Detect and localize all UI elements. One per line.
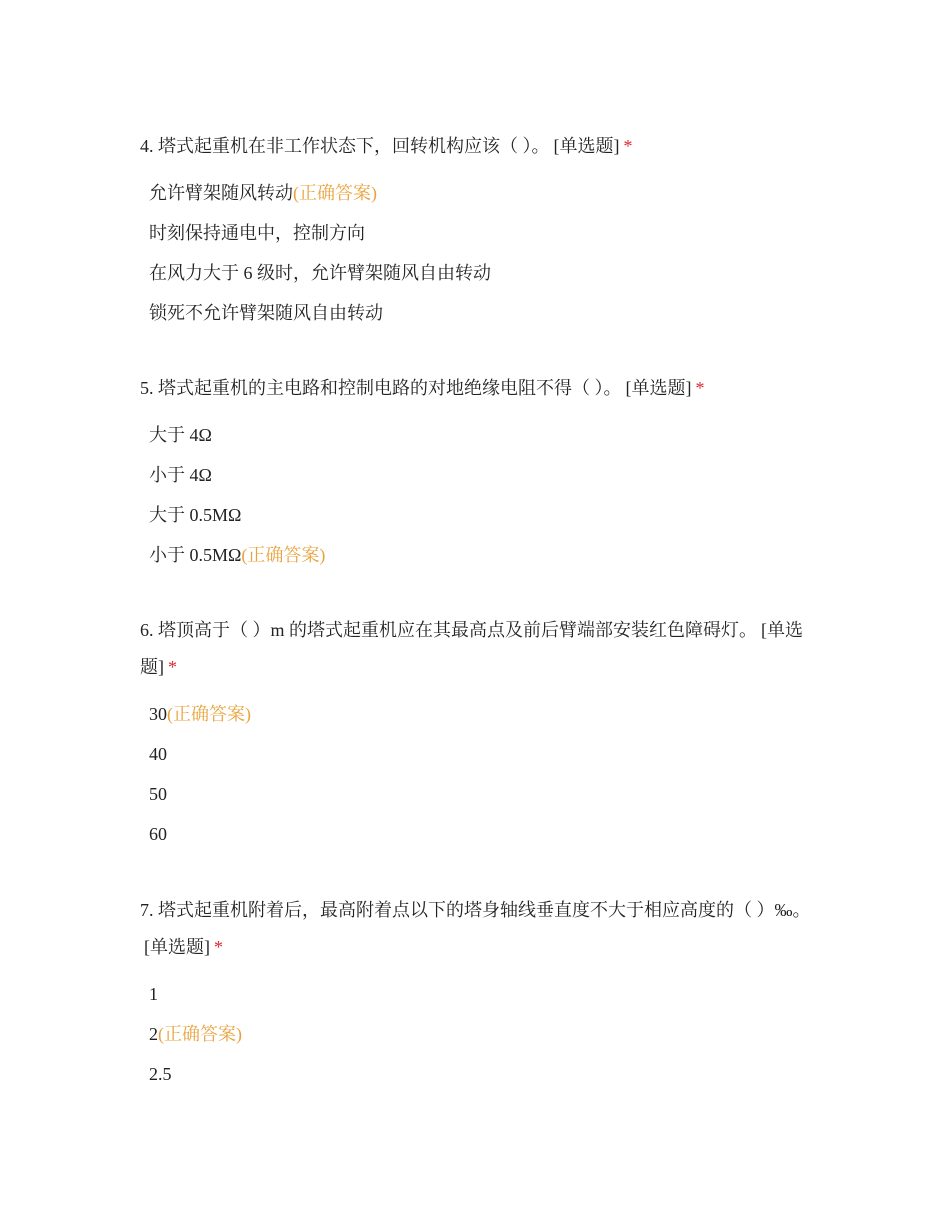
question-number: 5. (140, 378, 154, 398)
question-7 (140, 892, 820, 1094)
correct-answer-mark: (正确答案) (158, 1024, 242, 1044)
question-title (140, 128, 820, 165)
question-5 (140, 370, 820, 575)
option-list (140, 974, 820, 1094)
option-item[interactable] (140, 814, 820, 854)
option-item[interactable] (140, 455, 820, 495)
question-type-label: [单选题] (625, 378, 692, 398)
option-item[interactable] (140, 734, 820, 774)
option-item[interactable] (140, 694, 820, 734)
question-number: 7. (140, 900, 154, 920)
option-text: 30 (149, 704, 167, 724)
correct-answer-mark: (正确答案) (241, 545, 326, 565)
option-list (140, 415, 820, 575)
correct-answer-mark: (正确答案) (167, 704, 251, 724)
option-item[interactable] (140, 495, 820, 535)
question-type-label: [单选题] (144, 937, 210, 957)
option-item[interactable] (140, 1014, 820, 1054)
question-text: 塔式起重机在非工作状态下，回转机构应该（ ）。 (158, 136, 550, 156)
required-mark: * (623, 136, 633, 156)
question-4 (140, 128, 820, 333)
question-text: 塔顶高于（ ）m 的塔式起重机应在其最高点及前后臂端部安装红色障碍灯。 (158, 620, 757, 640)
option-item[interactable] (140, 173, 820, 213)
option-list (140, 173, 820, 333)
option-item[interactable] (140, 974, 820, 1014)
option-text: 锁死不允许臂架随风自由转动 (149, 303, 383, 323)
option-text: 时刻保持通电中，控制方向 (149, 223, 365, 243)
required-mark: * (695, 378, 705, 398)
question-title (140, 892, 820, 966)
question-6 (140, 612, 820, 854)
option-item[interactable] (140, 535, 820, 575)
question-text: 塔式起重机的主电路和控制电路的对地绝缘电阻不得（ ）。 (158, 378, 622, 398)
option-text: 小于 4Ω (149, 465, 212, 485)
question-text: 塔式起重机附着后，最高附着点以下的塔身轴线垂直度不大于相应高度的（ ）‰。 (158, 900, 811, 920)
option-text: 50 (149, 784, 167, 804)
correct-answer-mark: (正确答案) (293, 183, 377, 203)
question-number: 4. (140, 136, 154, 156)
question-type-label: [单选题] (140, 620, 803, 677)
required-mark: * (214, 937, 223, 957)
required-mark: * (168, 657, 177, 677)
option-item[interactable] (140, 253, 820, 293)
option-text: 大于 0.5MΩ (149, 505, 242, 525)
option-text: 2 (149, 1024, 158, 1044)
option-item[interactable] (140, 774, 820, 814)
option-item[interactable] (140, 1054, 820, 1094)
option-text: 2.5 (149, 1064, 172, 1084)
question-title (140, 370, 820, 407)
option-list (140, 694, 820, 854)
question-title (140, 612, 820, 686)
option-text: 小于 0.5MΩ (149, 545, 242, 565)
option-text: 在风力大于 6 级时，允许臂架随风自由转动 (149, 263, 491, 283)
option-text: 大于 4Ω (149, 425, 212, 445)
option-item[interactable] (140, 415, 820, 455)
option-text: 60 (149, 824, 167, 844)
option-text: 允许臂架随风转动 (149, 183, 293, 203)
option-text: 40 (149, 744, 167, 764)
option-text: 1 (149, 984, 158, 1004)
question-type-label: [单选题] (553, 136, 620, 156)
option-item[interactable] (140, 213, 820, 253)
question-number: 6. (140, 620, 154, 640)
option-item[interactable] (140, 293, 820, 333)
